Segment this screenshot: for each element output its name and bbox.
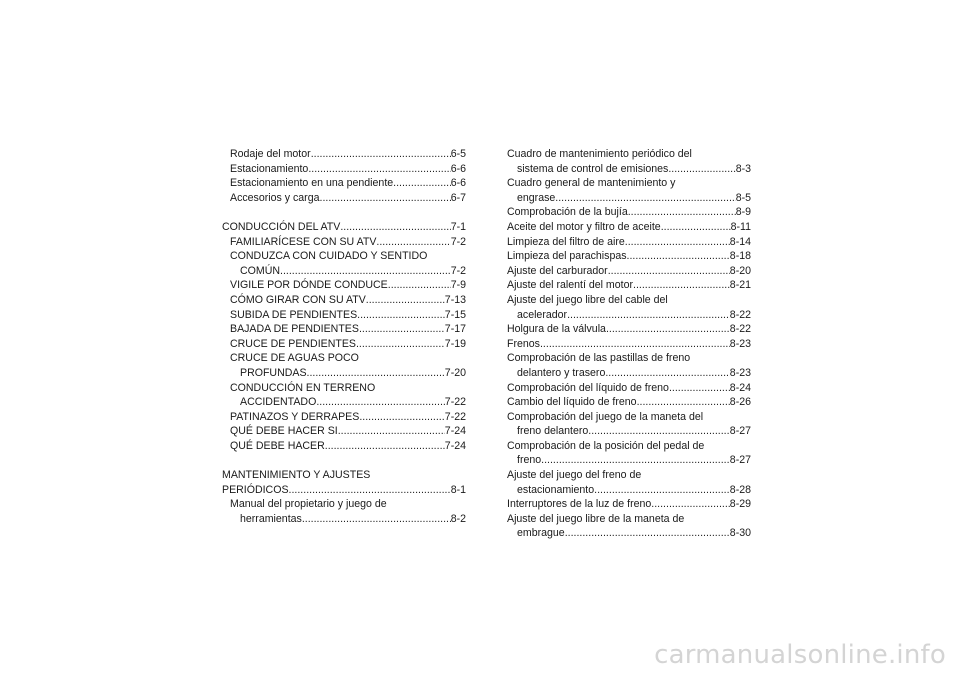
toc-page-number: 8-5	[735, 191, 751, 204]
toc-entry-label: Comprobación del juego de la maneta del	[507, 410, 704, 423]
toc-leader-dots	[567, 308, 730, 323]
toc-page-number: 8-9	[735, 206, 751, 219]
toc-leader-dots	[668, 162, 735, 177]
toc-entry	[507, 351, 751, 380]
toc-entry-label: Aceite del motor y filtro de aceite	[507, 220, 661, 233]
toc-entry-label: Interruptores de la luz de freno	[507, 498, 652, 511]
toc-entry-label: Ajuste del juego del freno de	[507, 469, 642, 482]
toc-entry	[507, 395, 751, 410]
toc-leader-dots	[334, 439, 445, 454]
toc-page-number: 8-23	[729, 337, 751, 350]
toc-page-number: 8-27	[729, 454, 751, 467]
toc-entry-label: embrague	[517, 527, 565, 540]
toc-page-number: 7-9	[450, 279, 466, 292]
toc-entry-label: QUÉ DEBE HACER...	[230, 439, 334, 452]
toc-entry-label: QUÉ DEBE HACER SI	[230, 425, 338, 438]
toc-leader-dots	[357, 308, 445, 323]
toc-entry	[507, 337, 751, 352]
toc-page-number: 8-18	[729, 250, 751, 263]
toc-page-number: 8-20	[729, 264, 751, 277]
toc-page-number: 8-26	[729, 396, 751, 409]
toc-entry-label: freno delantero	[517, 425, 589, 438]
toc-leader-dots	[541, 453, 730, 468]
toc-entry	[507, 468, 751, 497]
toc-leader-dots	[376, 235, 450, 250]
toc-entry-label: Cuadro general de mantenimiento y	[507, 177, 676, 190]
toc-leader-dots	[625, 235, 730, 250]
toc-entry-label: freno	[517, 454, 542, 467]
toc-entry	[222, 424, 466, 439]
toc-page-number: 8-23	[729, 366, 751, 379]
toc-entry-label: PROFUNDAS	[240, 366, 307, 379]
toc-leader-dots	[338, 424, 445, 439]
toc-page-number: 7-24	[444, 439, 466, 452]
toc-entry	[507, 293, 751, 322]
toc-page-number: 8-21	[729, 279, 751, 292]
toc-entry	[222, 322, 466, 337]
toc-leader-dots	[605, 366, 729, 381]
toc-leader-dots	[359, 322, 445, 337]
toc-entry	[507, 439, 751, 468]
toc-entry-label: BAJADA DE PENDIENTES	[230, 323, 359, 336]
toc-leader-dots	[627, 249, 730, 264]
toc-entry	[507, 205, 751, 220]
toc-page-number: 6-6	[450, 177, 466, 190]
toc-leader-dots	[661, 220, 731, 235]
toc-page-number: 7-24	[444, 425, 466, 438]
toc-page-number: 7-1	[450, 220, 466, 233]
toc-entry	[222, 468, 466, 497]
toc-leader-dots	[594, 483, 730, 498]
toc-entry-label: Ajuste del juego libre de la maneta de	[507, 512, 685, 525]
toc-entry-label: PERIÓDICOS	[222, 483, 289, 496]
toc-entry	[507, 235, 751, 250]
toc-column-left	[222, 147, 466, 526]
toc-entry-label: Cuadro de mantenimiento periódico del	[507, 148, 692, 160]
toc-entry	[507, 322, 751, 337]
toc-leader-dots	[628, 205, 736, 220]
toc-page-number: 7-19	[444, 337, 466, 350]
toc-entry-label: Rodaje del motor	[230, 148, 311, 160]
toc-page-number: 7-15	[444, 308, 466, 321]
toc-entry-label: CRUCE DE AGUAS POCO	[230, 352, 359, 365]
toc-entry-label: CÓMO GIRAR CON SU ATV	[230, 293, 366, 306]
toc-page-number: 7-22	[444, 410, 466, 423]
toc-entry	[222, 191, 466, 206]
toc-leader-dots	[669, 381, 730, 396]
toc-leader-dots	[320, 191, 451, 206]
toc-entry	[222, 220, 466, 235]
toc-entry-label: COMÚN	[240, 264, 281, 277]
toc-entry-label: Comprobación de las pastillas de freno	[507, 352, 691, 365]
toc-leader-dots	[388, 278, 451, 293]
toc-entry-label: Frenos	[507, 337, 540, 350]
watermark-text: carmanualsonline.info	[654, 640, 946, 670]
toc-leader-dots	[307, 366, 445, 381]
toc-entry-label: Ajuste del carburador	[507, 264, 608, 277]
toc-entry-label: Manual del propietario y juego de	[230, 498, 387, 511]
toc-entry	[507, 264, 751, 279]
toc-entry-label: SUBIDA DE PENDIENTES	[230, 308, 358, 321]
toc-page-number: 8-27	[729, 425, 751, 438]
toc-entry-label: Estacionamiento	[230, 162, 309, 175]
toc-entry-label: herramientas	[240, 512, 302, 525]
toc-entry-label: Limpieza del filtro de aire	[507, 235, 625, 248]
toc-page-number: 8-11	[730, 220, 751, 233]
toc-entry	[507, 176, 751, 205]
toc-entry-label: Holgura de la válvula	[507, 323, 606, 336]
toc-entry	[222, 381, 466, 410]
toc-page-number: 8-2	[450, 512, 466, 525]
toc-entry-label: CONDUZCA CON CUIDADO Y SENTIDO	[230, 250, 428, 263]
toc-entry-label: sistema de control de emisiones	[517, 162, 669, 175]
toc-entry	[507, 278, 751, 293]
toc-page-number: 8-1	[450, 483, 466, 496]
toc-entry	[222, 176, 466, 191]
toc-entry-label: PATINAZOS Y DERRAPES	[230, 410, 360, 423]
toc-leader-dots	[302, 512, 451, 527]
toc-page-number: 8-3	[735, 162, 751, 175]
toc-column-right	[507, 147, 751, 541]
toc-entry	[222, 308, 466, 323]
toc-leader-dots	[366, 293, 445, 308]
toc-entry	[507, 249, 751, 264]
toc-entry	[222, 337, 466, 352]
toc-leader-dots	[606, 322, 730, 337]
toc-page-number: 8-22	[729, 308, 751, 321]
toc-entry-label: delantero y trasero	[517, 366, 606, 379]
toc-page-number: 7-17	[444, 323, 466, 336]
toc-entry	[222, 497, 466, 526]
toc-entry-label: Limpieza del parachispas	[507, 250, 627, 263]
toc-entry	[222, 147, 466, 162]
toc-entry-label: Comprobación de la bujía	[507, 206, 628, 219]
toc-leader-dots	[588, 424, 730, 439]
toc-entry	[507, 512, 751, 541]
toc-entry-label: VIGILE POR DÓNDE CONDUCE	[230, 279, 388, 292]
toc-leader-dots	[540, 337, 730, 352]
toc-page-number: 7-22	[444, 396, 466, 409]
toc-entry-label: Comprobación del líquido de freno	[507, 381, 669, 394]
toc-leader-dots	[651, 497, 730, 512]
toc-leader-dots	[289, 483, 451, 498]
toc-entry	[222, 439, 466, 454]
toc-page-number: 8-30	[729, 527, 751, 540]
toc-entry-label: CRUCE DE PENDIENTES	[230, 337, 356, 350]
toc-entry-label: Ajuste del juego libre del cable del	[507, 293, 668, 306]
toc-leader-dots	[633, 278, 730, 293]
toc-entry-label: CONDUCCIÓN DEL ATV	[222, 220, 341, 233]
toc-entry-label: acelerador	[517, 308, 568, 321]
toc-entry-label: estacionamiento	[517, 483, 595, 496]
toc-entry	[222, 293, 466, 308]
toc-page-number: 7-13	[444, 293, 466, 306]
toc-leader-dots	[311, 147, 451, 162]
toc-page-number: 7-20	[444, 366, 466, 379]
toc-entry-label: ACCIDENTADO	[240, 396, 317, 409]
toc-page-number: 7-2	[450, 264, 466, 277]
toc-entry-label: Estacionamiento en una pendiente	[230, 177, 394, 190]
toc-entry	[222, 351, 466, 380]
toc-page-number: 8-24	[729, 381, 751, 394]
toc-entry-label: Cambio del líquido de freno	[507, 396, 637, 409]
toc-leader-dots	[340, 220, 450, 235]
toc-entry	[222, 410, 466, 425]
toc-page-number: 7-2	[450, 235, 466, 248]
toc-leader-dots	[555, 191, 735, 206]
toc-entry	[507, 220, 751, 235]
toc-entry	[507, 381, 751, 396]
toc-entry	[507, 497, 751, 512]
toc-page-number: 6-7	[450, 191, 466, 204]
toc-leader-dots	[280, 264, 451, 279]
toc-entry-label: engrase	[517, 191, 556, 204]
toc-entry-label: Comprobación de la posición del pedal de	[507, 439, 705, 452]
toc-page-number: 8-22	[729, 323, 751, 336]
toc-entry	[222, 235, 466, 250]
toc-leader-dots	[359, 410, 444, 425]
toc-leader-dots	[637, 395, 730, 410]
toc-entry	[507, 410, 751, 439]
toc-entry-label: Accesorios y carga	[230, 191, 320, 204]
toc-entry-label: Ajuste del ralentí del motor	[507, 279, 634, 292]
toc-leader-dots	[316, 395, 444, 410]
toc-entry	[222, 249, 466, 278]
toc-entry	[507, 147, 751, 176]
toc-page-number: 6-5	[450, 148, 466, 160]
toc-page-number: 8-28	[729, 483, 751, 496]
toc-leader-dots	[356, 337, 445, 352]
toc-leader-dots	[308, 162, 450, 177]
toc-page-number: 8-29	[729, 498, 751, 511]
toc-page-number: 8-14	[729, 235, 751, 248]
toc-leader-dots	[608, 264, 730, 279]
toc-entry-label: MANTENIMIENTO Y AJUSTES	[222, 469, 371, 482]
toc-page-number: 6-6	[450, 162, 466, 175]
toc-entry-label: CONDUCCIÓN EN TERRENO	[230, 381, 376, 394]
toc-leader-dots	[393, 176, 451, 191]
toc-entry	[222, 278, 466, 293]
toc-leader-dots	[565, 526, 730, 541]
toc-entry-label: FAMILIARÍCESE CON SU ATV	[230, 235, 377, 248]
toc-entry	[222, 162, 466, 177]
